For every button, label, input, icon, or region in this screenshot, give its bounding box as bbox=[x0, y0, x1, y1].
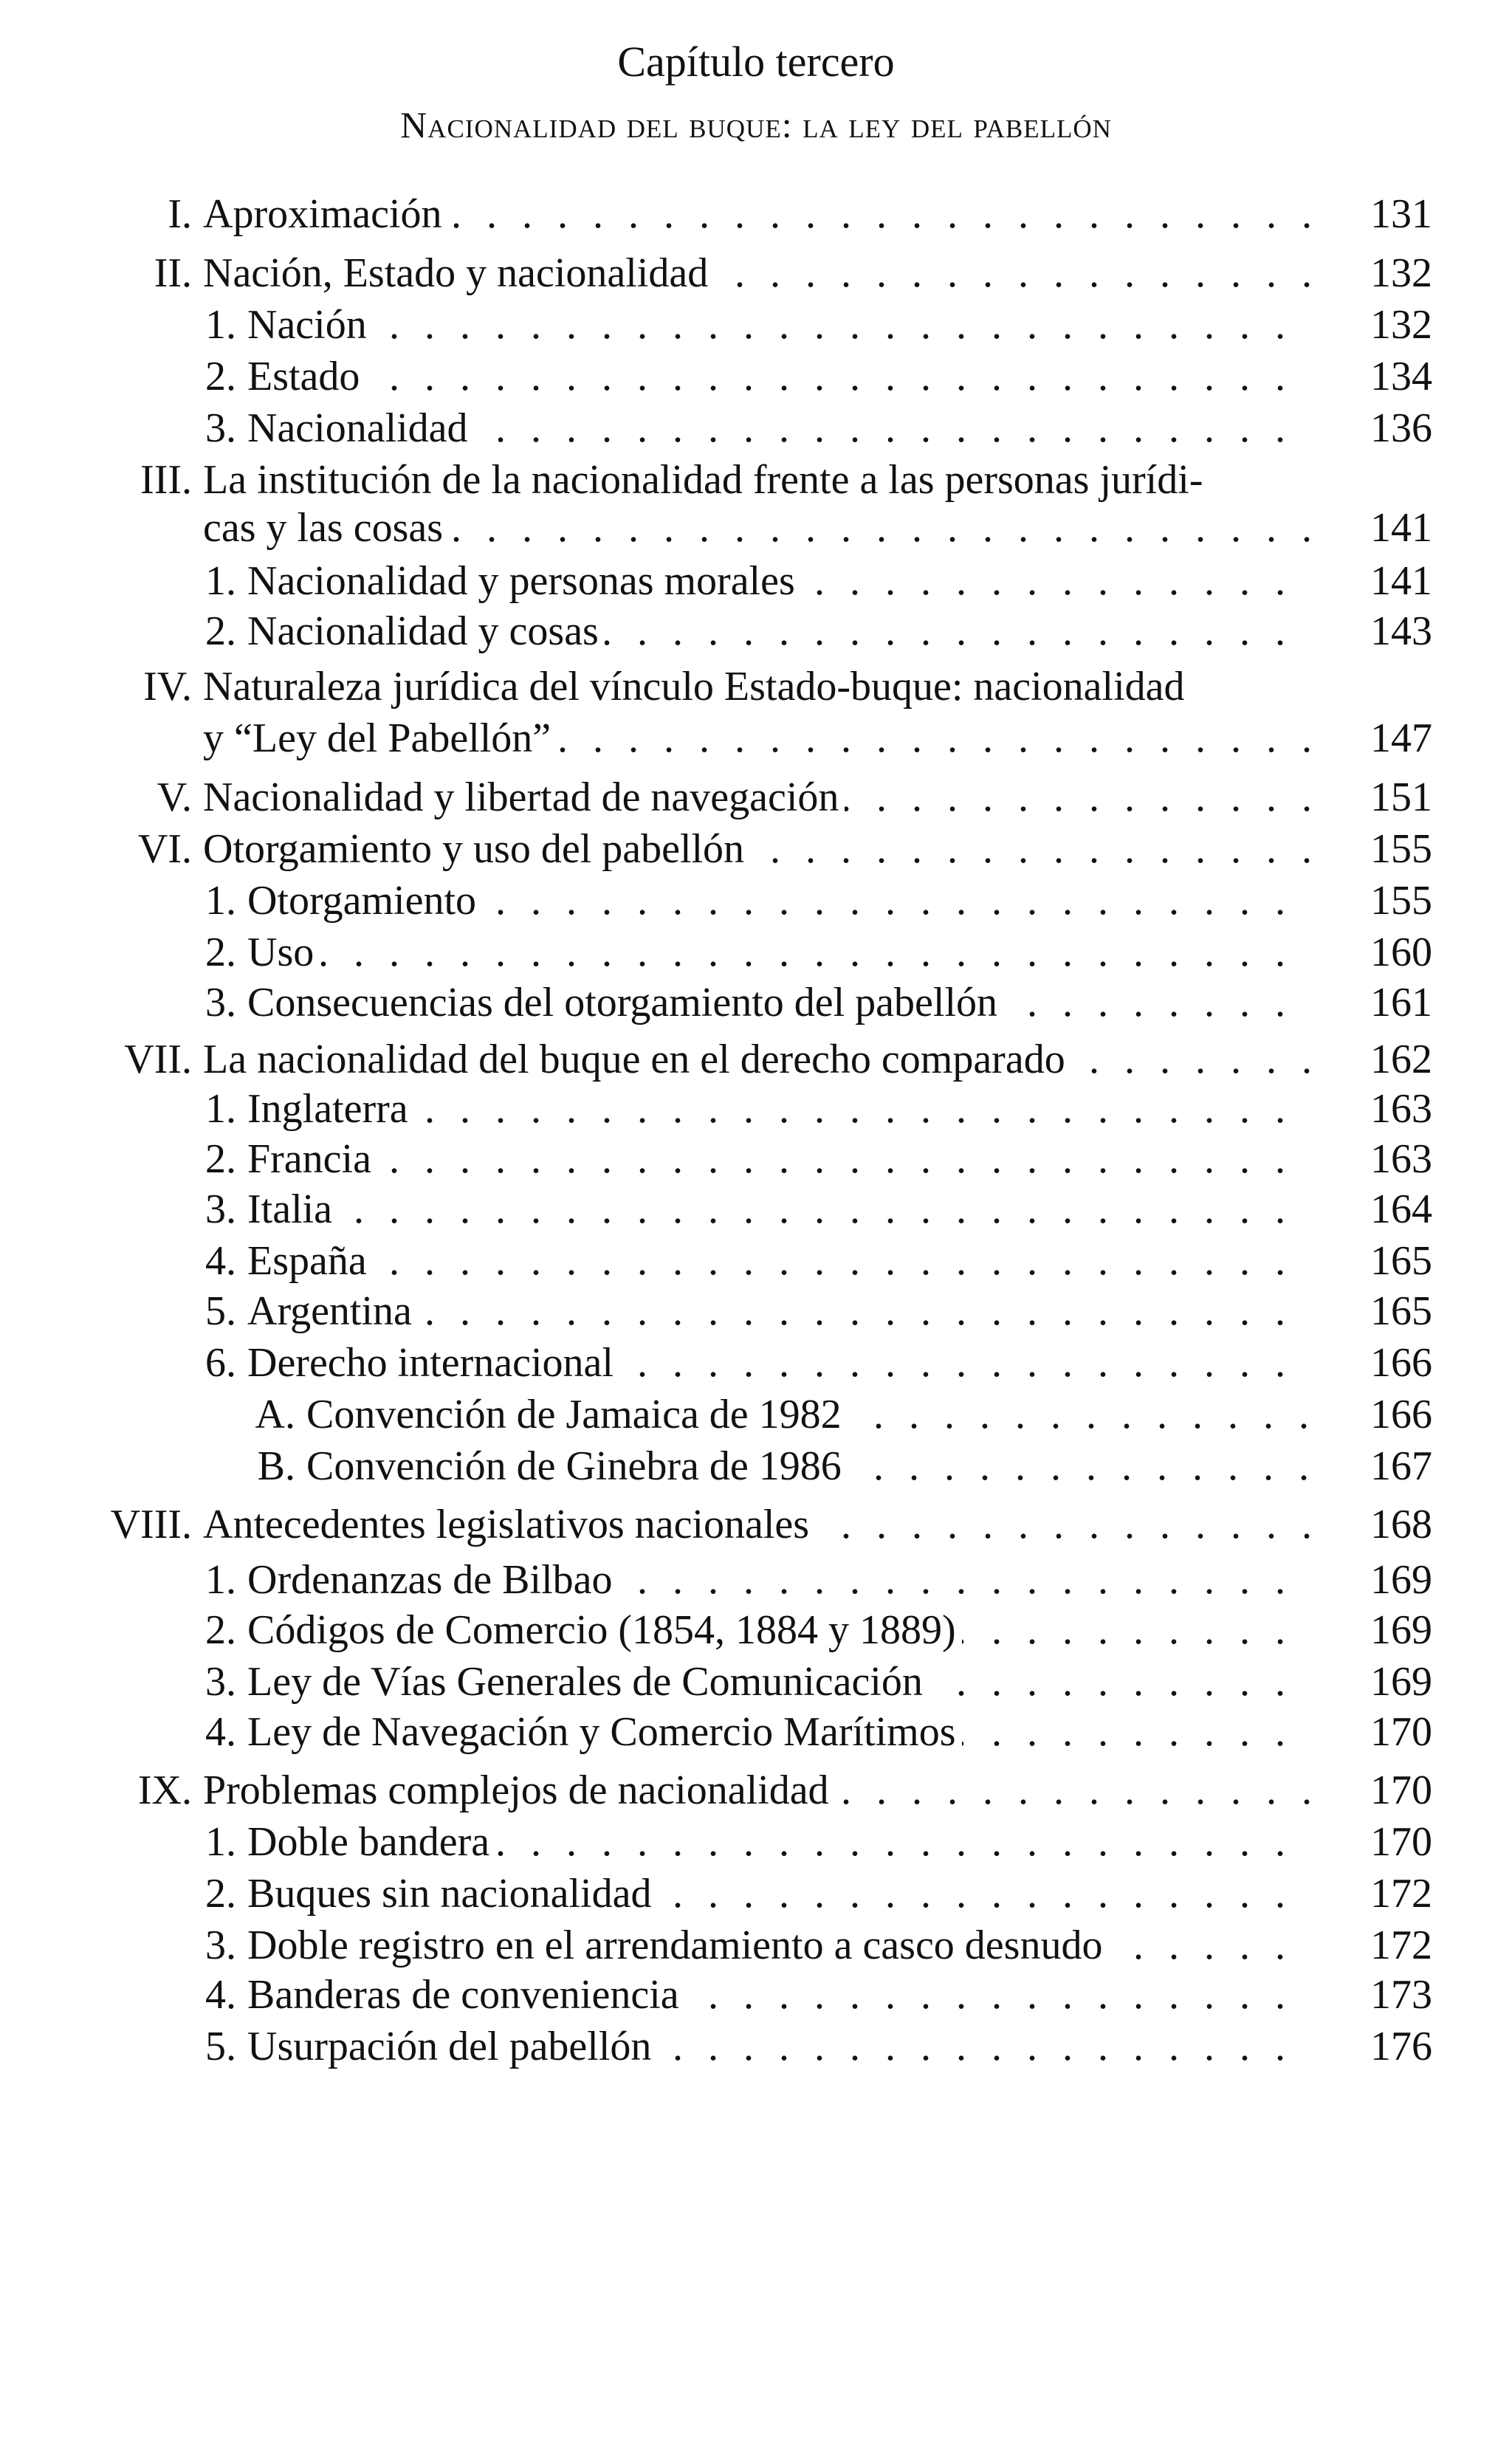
toc-entry-title bbox=[306, 1438, 1313, 1494]
toc-entry-text: Banderas de conveniencia bbox=[247, 1972, 685, 2018]
toc-entry-title bbox=[203, 1496, 1313, 1553]
toc-entry-number: 3. bbox=[205, 980, 236, 1025]
toc-entry-title bbox=[247, 348, 1313, 405]
toc-entry-number: IX. bbox=[137, 1767, 192, 1813]
toc-entry-page: 167 bbox=[1370, 1443, 1432, 1489]
toc-entry-text: Uso bbox=[247, 929, 320, 975]
toc-entry-title bbox=[247, 1967, 1313, 2023]
toc-entry-title bbox=[247, 1917, 1313, 1973]
toc-entry-page: 151 bbox=[1370, 774, 1432, 820]
toc-entry-number: 3. bbox=[205, 1659, 236, 1705]
toc-entry-text: Otorgamiento bbox=[247, 878, 482, 924]
toc-entry-number: B. bbox=[257, 1443, 295, 1489]
toc-entry-text: Nacionalidad y personas morales bbox=[247, 558, 801, 604]
toc-entry-title bbox=[247, 553, 1313, 609]
toc-entry bbox=[0, 1031, 1512, 1087]
toc-entry-number: 1. bbox=[205, 1557, 236, 1603]
toc-entry-page: 173 bbox=[1370, 1972, 1432, 2018]
toc-entry-page: 164 bbox=[1370, 1186, 1432, 1232]
toc-entry-title bbox=[203, 452, 1313, 508]
toc-entry bbox=[0, 821, 1512, 877]
toc-entry-number: 2. bbox=[205, 354, 236, 399]
toc-entry-text: Otorgamiento y uso del pabellón bbox=[203, 826, 750, 872]
toc-entry-text: Nación, Estado y nacionalidad bbox=[203, 250, 714, 296]
toc-entry-number: 3. bbox=[205, 405, 236, 451]
toc-entry-text: Naturaleza jurídica del vínculo Estado-buque: nacionalidad bbox=[203, 664, 1190, 709]
toc-entry bbox=[0, 297, 1512, 353]
toc-entry-number: VII. bbox=[124, 1037, 192, 1082]
toc-entry-number: 2. bbox=[205, 1607, 236, 1653]
toc-entry-number: 3. bbox=[205, 1186, 236, 1232]
toc-entry-page: 163 bbox=[1370, 1136, 1432, 1182]
toc-entry-number: A. bbox=[255, 1392, 295, 1437]
toc-entry-title bbox=[247, 1654, 1313, 1710]
toc-entry-page: 134 bbox=[1370, 354, 1432, 399]
toc-entry-page: 172 bbox=[1370, 1922, 1432, 1968]
toc-entry-number: III. bbox=[140, 457, 192, 503]
toc-entry-title bbox=[247, 1131, 1313, 1187]
chapter-label: Capítulo tercero bbox=[617, 38, 895, 86]
toc-entry bbox=[0, 603, 1512, 659]
toc-entry-title bbox=[247, 873, 1313, 929]
toc-entry-page: 141 bbox=[1370, 505, 1432, 551]
toc-entry bbox=[0, 1283, 1512, 1339]
toc-entry-title bbox=[247, 1552, 1313, 1608]
toc-entry-title bbox=[203, 186, 1313, 242]
toc-entry-number: IV. bbox=[143, 664, 192, 709]
toc-entry-text: Consecuencias del otorgamiento del pabellón bbox=[247, 980, 1003, 1025]
toc-entry-title bbox=[247, 400, 1313, 456]
toc-entry-number: 1. bbox=[205, 878, 236, 924]
toc-entry-number: VIII. bbox=[110, 1502, 192, 1547]
toc-entry-page: 155 bbox=[1370, 878, 1432, 924]
toc-entry bbox=[0, 186, 1512, 242]
toc-entry bbox=[0, 924, 1512, 980]
toc-entry-number: 1. bbox=[205, 558, 236, 604]
toc-entry bbox=[0, 769, 1512, 825]
toc-entry-text: Doble bandera bbox=[247, 1819, 495, 1865]
toc-entry-title bbox=[203, 245, 1313, 301]
toc-entry-number: 2. bbox=[205, 1871, 236, 1917]
toc-entry-page: 170 bbox=[1370, 1819, 1432, 1865]
toc-entry bbox=[0, 1917, 1512, 1973]
toc-entry-text: cas y las cosas bbox=[203, 505, 449, 551]
toc-entry-text: Derecho internacional bbox=[247, 1340, 619, 1386]
toc-entry-page: 169 bbox=[1370, 1659, 1432, 1705]
toc-entry bbox=[0, 1704, 1512, 1760]
toc-entry-number: II. bbox=[154, 250, 192, 296]
toc-entry-page: 132 bbox=[1370, 302, 1432, 348]
toc-entry-title bbox=[247, 1283, 1313, 1339]
toc-entry-title bbox=[203, 1762, 1313, 1818]
toc-entry-text: Inglaterra bbox=[247, 1086, 414, 1132]
toc-entry-number: 1. bbox=[205, 1086, 236, 1132]
toc-entry bbox=[0, 1967, 1512, 2023]
toc-entry bbox=[0, 873, 1512, 929]
toc-entry-title bbox=[203, 659, 1313, 715]
toc-entry bbox=[0, 1335, 1512, 1391]
toc-entry-text: Estado bbox=[247, 354, 365, 399]
toc-entry-page: 136 bbox=[1370, 405, 1432, 451]
toc-entry-text: España bbox=[247, 1238, 373, 1284]
toc-entry bbox=[0, 1866, 1512, 1922]
toc-entry bbox=[0, 500, 1512, 556]
toc-entry-number: 5. bbox=[205, 1288, 236, 1334]
toc-entry-text: Ordenanzas de Bilbao bbox=[247, 1557, 618, 1603]
toc-entry-page: 132 bbox=[1370, 250, 1432, 296]
toc-entry-title bbox=[203, 769, 1313, 825]
toc-entry bbox=[0, 1131, 1512, 1187]
toc-entry bbox=[0, 1762, 1512, 1818]
toc-entry-text: Convención de Ginebra de 1986 bbox=[306, 1443, 848, 1489]
toc-entry-text: y “Ley del Pabellón” bbox=[203, 715, 557, 761]
toc-entry bbox=[0, 1552, 1512, 1608]
toc-entry-title bbox=[247, 1233, 1313, 1289]
toc-entry-text: Buques sin nacionalidad bbox=[247, 1871, 657, 1917]
toc-entry-number: I. bbox=[168, 191, 192, 237]
toc-entry-text: Usurpación del pabellón bbox=[247, 2024, 657, 2069]
toc-entry-text: Francia bbox=[247, 1136, 377, 1182]
toc-entry bbox=[0, 1438, 1512, 1494]
toc-entry-page: 176 bbox=[1370, 2024, 1432, 2069]
toc-entry bbox=[0, 400, 1512, 456]
toc-entry-text: Nacionalidad y cosas bbox=[247, 608, 605, 654]
toc-entry bbox=[0, 1233, 1512, 1289]
toc-entry-number: 4. bbox=[205, 1238, 236, 1284]
toc-entry-title bbox=[306, 1386, 1313, 1443]
toc-entry-number: 4. bbox=[205, 1709, 236, 1755]
toc-entry-number: 6. bbox=[205, 1340, 236, 1386]
toc-entry-text: Nacionalidad y libertad de navegación bbox=[203, 774, 845, 820]
toc-entry-text: Problemas complejos de nacionalidad bbox=[203, 1767, 835, 1813]
toc-entry bbox=[0, 553, 1512, 609]
toc-entry bbox=[0, 710, 1512, 766]
toc-entry-page: 170 bbox=[1370, 1767, 1432, 1813]
toc-entry-page: 169 bbox=[1370, 1557, 1432, 1603]
toc-entry-text: Aproximación bbox=[203, 191, 447, 237]
toc-entry-title bbox=[247, 1602, 1313, 1658]
toc-entry-number: 1. bbox=[205, 302, 236, 348]
toc-entry-text: Convención de Jamaica de 1982 bbox=[306, 1392, 848, 1437]
toc-entry-title bbox=[247, 924, 1313, 980]
toc-entry-page: 155 bbox=[1370, 826, 1432, 872]
toc-entry-text: Nacionalidad bbox=[247, 405, 474, 451]
toc-entry-title bbox=[203, 821, 1313, 877]
toc-entry-text: Argentina bbox=[247, 1288, 418, 1334]
toc-entry-title bbox=[203, 500, 1313, 556]
toc-entry-page: 162 bbox=[1370, 1037, 1432, 1082]
chapter-title: Nacionalidad del buque: la ley del pabellón bbox=[400, 104, 1112, 145]
toc-entry-number: 2. bbox=[205, 608, 236, 654]
toc-entry bbox=[0, 1081, 1512, 1137]
toc-entry-title bbox=[247, 1181, 1313, 1237]
toc-entry-page: 172 bbox=[1370, 1871, 1432, 1917]
toc-entry-page: 131 bbox=[1370, 191, 1432, 237]
toc-entry-page: 147 bbox=[1370, 715, 1432, 761]
toc-entry-text: Antecedentes legislativos nacionales bbox=[203, 1502, 815, 1547]
toc-entry bbox=[0, 1814, 1512, 1870]
toc-entry-number: 5. bbox=[205, 2024, 236, 2069]
toc-entry-title bbox=[247, 2018, 1313, 2075]
toc-entry-title bbox=[247, 1866, 1313, 1922]
toc-entry-page: 163 bbox=[1370, 1086, 1432, 1132]
toc-entry bbox=[0, 1386, 1512, 1443]
toc-entry-page: 166 bbox=[1370, 1392, 1432, 1437]
toc-entry-title bbox=[247, 1081, 1313, 1137]
toc-entry-title bbox=[203, 1031, 1313, 1087]
toc-entry-title bbox=[247, 975, 1313, 1031]
toc-entry-title bbox=[247, 297, 1313, 353]
toc-entry-title bbox=[247, 1704, 1313, 1760]
toc-entry-page: 141 bbox=[1370, 558, 1432, 604]
toc-entry-number: 3. bbox=[205, 1922, 236, 1968]
toc-entry-page: 166 bbox=[1370, 1340, 1432, 1386]
toc-entry-page: 169 bbox=[1370, 1607, 1432, 1653]
toc-entry bbox=[0, 1181, 1512, 1237]
toc-entry-page: 160 bbox=[1370, 929, 1432, 975]
toc-entry bbox=[0, 975, 1512, 1031]
toc-entry-text: Doble registro en el arrendamiento a casco desnudo bbox=[247, 1922, 1108, 1968]
toc-entry bbox=[0, 659, 1512, 715]
toc-entry-number: 1. bbox=[205, 1819, 236, 1865]
toc-entry-title bbox=[247, 1335, 1313, 1391]
toc-entry-page: 168 bbox=[1370, 1502, 1432, 1547]
toc-entry-number: 2. bbox=[205, 929, 236, 975]
toc-entry bbox=[0, 1602, 1512, 1658]
toc-entry-text: La nacionalidad del buque en el derecho comparado bbox=[203, 1037, 1071, 1082]
toc-entry-page: 170 bbox=[1370, 1709, 1432, 1755]
toc-entry bbox=[0, 1496, 1512, 1553]
toc-entry-number: 4. bbox=[205, 1972, 236, 2018]
toc-entry-text: La institución de la nacionalidad frente a las personas jurídi- bbox=[203, 457, 1209, 503]
toc-entry-title bbox=[247, 1814, 1313, 1870]
toc-entry-text: Italia bbox=[247, 1186, 338, 1232]
toc-entry-number: V. bbox=[157, 774, 192, 820]
toc-entry bbox=[0, 245, 1512, 301]
toc-entry-number: VI. bbox=[137, 826, 192, 872]
toc-entry bbox=[0, 2018, 1512, 2075]
toc-entry-text: Nación bbox=[247, 302, 373, 348]
toc-entry-page: 143 bbox=[1370, 608, 1432, 654]
toc-entry-text: Ley de Vías Generales de Comunicación bbox=[247, 1659, 929, 1705]
toc-entry-text: Códigos de Comercio (1854, 1884 y 1889) bbox=[247, 1607, 962, 1653]
toc-entry-text: Ley de Navegación y Comercio Marítimos bbox=[247, 1709, 962, 1755]
toc-entry-page: 165 bbox=[1370, 1288, 1432, 1334]
toc-entry-page: 161 bbox=[1370, 980, 1432, 1025]
toc-entry-title bbox=[203, 710, 1313, 766]
toc-entry-title bbox=[247, 603, 1313, 659]
toc-entry bbox=[0, 1654, 1512, 1710]
toc-entry-page: 165 bbox=[1370, 1238, 1432, 1284]
toc-entry-number: 2. bbox=[205, 1136, 236, 1182]
toc-entry bbox=[0, 348, 1512, 405]
